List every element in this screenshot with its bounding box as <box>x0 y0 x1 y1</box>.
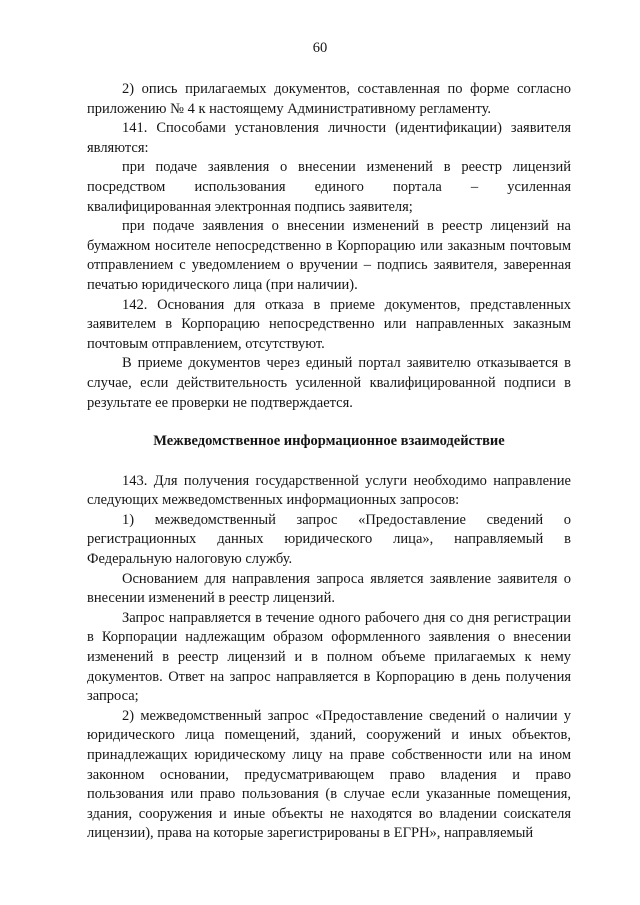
paragraph-142: 142. Основания для отказа в приеме документов, представленных заявителем в Корпорацию непосредственно или направленных заказным почтовым отправлением, отсутствуют. <box>87 296 571 352</box>
paragraph-identification-paper: при подаче заявления о внесении изменений в реестр лицензий на бумажном носителе непосредственно в Корпорацию или заказным почтовым отправлением с уведомлением о вручении – подпись заявителя, заверенная печатью юридического лица (при наличии). <box>87 218 571 293</box>
paragraph-portal-refusal: В приеме документов через единый портал заявителю отказывается в случае, если действительность усиленной квалифицированной подписи в результате ее проверки не подтверждается. <box>87 355 571 411</box>
paragraph-request-2: 2) межведомственный запрос «Предоставление сведений о наличии у юридического лица помещений, зданий, сооружений и иных объектов, принадлежащих юридическому лицу на праве собственности или на ином законном основании, предусматривающем право владения и право пользования или право пользования (в случае если указанные помещения, здания, сооружения и иные объекты не находятся во владении соискателя лицензии), права на которые зарегистрированы в ЕГРН», направляемый <box>87 707 571 842</box>
section-heading: Межведомственное информационное взаимодействие <box>153 433 505 450</box>
page-number: 60 <box>312 40 328 56</box>
paragraph-request-1: 1) межведомственный запрос «Предоставление сведений о регистрационных данных юридического лица», направляемый в Федеральную налоговую службу. <box>87 511 571 568</box>
paragraph-request-timing: Запрос направляется в течение одного рабочего дня со дня регистрации в Корпорации надлежащим образом оформленного заявления о внесении изменений в реестр лицензий и в полном объеме прилагаемых к нему документов. Ответ на запрос направляется в Корпорацию в день получения запроса; <box>87 609 571 705</box>
paragraph-identification-portal: при подаче заявления о внесении изменений в реестр лицензий посредством использования единого портала – усиленная квалифицированная электронная подпись заявителя; <box>87 159 571 215</box>
paragraph-request-basis: Основанием для направления запроса является заявление заявителя о внесении изменений в реестр лицензий. <box>87 570 571 607</box>
paragraph-143: 143. Для получения государственной услуги необходимо направление следующих межведомственных информационных запросов: <box>87 472 571 509</box>
paragraph-141: 141. Способами установления личности (идентификации) заявителя являются: <box>87 120 571 156</box>
paragraph-attachments-list: 2) опись прилагаемых документов, составленная по форме согласно приложению № 4 к настоящему Административному регламенту. <box>87 81 571 117</box>
document-body <box>87 80 571 844</box>
